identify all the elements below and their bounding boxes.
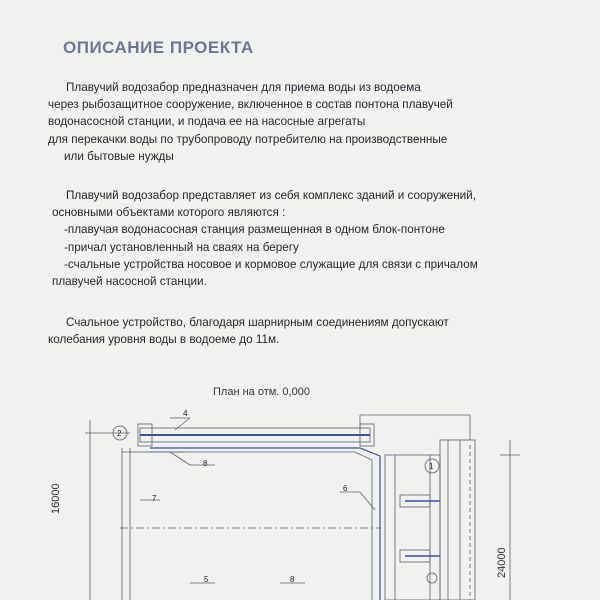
text-line: Счальное устройство, благодаря шарнирным соединениям допускают [66, 316, 449, 329]
callout-1: 1 [429, 462, 434, 471]
dimension-label-right: 24000 [496, 547, 508, 578]
list-item: -счальные устройства носовое и кормовое служащие для связи с причалом [64, 257, 478, 271]
callout-5: 5 [204, 575, 209, 584]
text-line: для перекачки воды по трубопроводу потребителю на производственные [48, 132, 448, 146]
text-line: колебания уровня воды в водоеме до 11м. [48, 333, 280, 347]
paragraph-coupling [48, 314, 528, 348]
text-line: плавучей насосной станции. [52, 275, 207, 289]
text-line: Плавучий водозабор предназначен для приема воды из водоема [66, 81, 421, 94]
callout-8: 8 [290, 575, 295, 584]
section-title: ОПИСАНИЕ ПРОЕКТА [63, 38, 254, 57]
callout-8: 8 [203, 459, 208, 468]
callout-6: 6 [343, 484, 348, 493]
callout-7: 7 [152, 494, 157, 503]
list-item: -причал установленный на сваях на берегу [64, 240, 299, 254]
plan-caption: План на отм. 0,000 [213, 386, 310, 398]
text-line: Плавучий водозабор представляет из себя комплекс зданий и сооружений, [66, 189, 476, 202]
dimension-label-left: 16000 [50, 483, 62, 514]
pump-block [385, 455, 440, 600]
list-item: -плавучая водонасосная станция размещенная в одном блок-понтоне [64, 223, 445, 237]
callout-4: 4 [183, 409, 188, 418]
text-line: или бытовые нужды [64, 149, 174, 163]
plan-drawing [0, 400, 600, 600]
paragraph-purpose [48, 79, 528, 165]
paragraph-composition [48, 187, 528, 290]
text-line: через рыбозащитное сооружение, включенное в состав понтона плавучей [48, 98, 453, 112]
text-line: основными объектами которого являются : [52, 206, 286, 220]
text-line: водонасосной станции, и подача ее на насосные агрегаты [48, 115, 366, 129]
callout-2: 2 [117, 429, 122, 438]
